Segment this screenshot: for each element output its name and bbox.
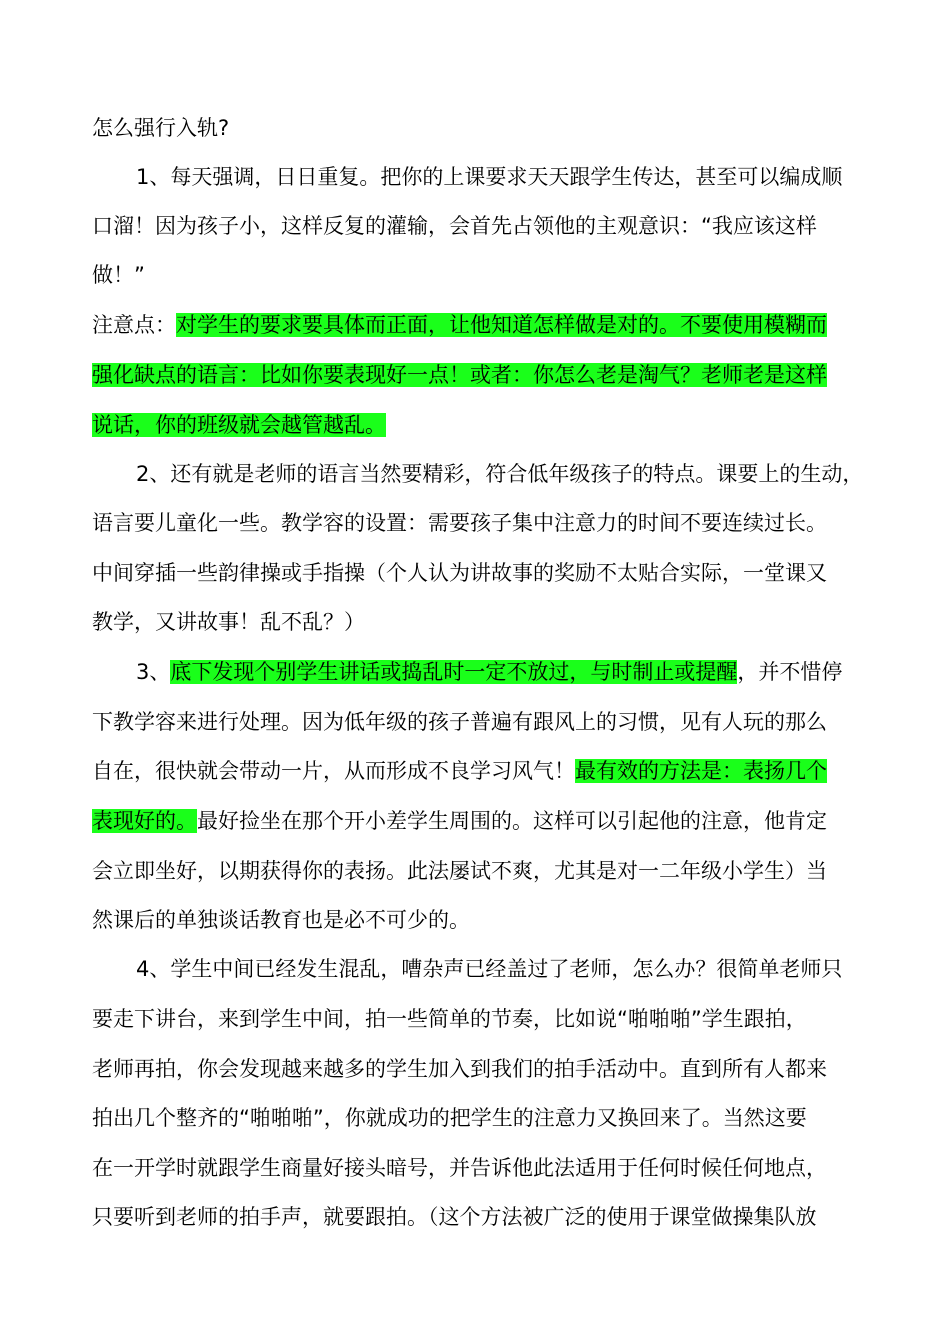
text-line: [92, 255, 145, 295]
text-run: 语言要儿童化一些。教学容的设置：需要孩子集中注意力的时间不要连续过长。: [92, 511, 827, 535]
text-run: 2、还有就是老师的语言当然要精彩，符合低年级孩子的特点。课要上的生动，: [136, 462, 864, 486]
text-line: [136, 949, 842, 989]
text-run: 下教学容来进行处理。因为低年级的孩子普遍有跟风上的习惯，见有人玩的那么: [92, 710, 827, 734]
text-line: [92, 1049, 827, 1089]
text-line: [92, 553, 827, 593]
text-run: 注意点：: [92, 313, 176, 337]
highlighted-text: 说话，你的班级就会越管越乱。: [92, 413, 386, 437]
text-line: [92, 503, 827, 543]
text-run: 3、: [136, 660, 171, 684]
text-line: [92, 108, 229, 148]
highlighted-text: 对学生的要求要具体而正面，让他知道怎样做是对的。不要使用模糊而: [176, 313, 827, 337]
text-line: [136, 157, 842, 197]
text-run: 最好捡坐在那个开小差学生周围的。这样可以引起他的注意，他肯定: [197, 809, 827, 833]
text-line: [92, 305, 827, 345]
text-run: 口溜！因为孩子小，这样反复的灌输，会首先占领他的主观意识：“我应该这样: [92, 214, 817, 238]
text-run: 做！”: [92, 263, 145, 287]
text-line: [92, 1098, 807, 1138]
highlighted-text: 底下发现个别学生讲话或捣乱时一定不放过，与时制止或提醒: [170, 660, 738, 684]
text-line: [92, 1197, 817, 1237]
text-run: 教学，又讲故事！乱不乱？）: [92, 610, 365, 634]
text-line: [136, 652, 842, 692]
text-run: 自在，很快就会带动一片，从而形成不良学习风气！: [92, 759, 575, 783]
text-run: 4、学生中间已经发生混乱，嘈杂声已经盖过了老师，怎么办？很简单老师只: [136, 957, 843, 981]
text-run: 在一开学时就跟学生商量好接头暗号，并告诉他此法适用于任何时候任何地点，: [92, 1156, 827, 1180]
highlighted-text: 最有效的方法是：表扬几个: [575, 759, 827, 783]
text-line: [136, 454, 863, 494]
text-run: 老师再拍，你会发现越来越多的学生加入到我们的拍手活动中。直到所有人都来: [92, 1057, 827, 1081]
text-line: [92, 1148, 827, 1188]
text-line: [92, 801, 827, 841]
text-run: ，并不惜停: [737, 660, 843, 684]
text-line: [92, 602, 365, 642]
highlighted-text: 强化缺点的语言：比如你要表现好一点！或者：你怎么老是淘气？老师老是这样: [92, 363, 827, 387]
text-run: 1、每天强调，日日重复。把你的上课要求天天跟学生传达，甚至可以编成顺: [136, 165, 843, 189]
text-run: 中间穿插一些韵律操或手指操（个人认为讲故事的奖励不太贴合实际，一堂课又: [92, 561, 827, 585]
text-run: 要走下讲台，来到学生中间，拍一些简单的节奏，比如说“啪啪啪”学生跟拍，: [92, 1007, 807, 1031]
highlighted-text: 表现好的。: [92, 809, 197, 833]
text-line: [92, 206, 817, 246]
text-run: 只要听到老师的拍手声，就要跟拍。（这个方法被广泛的使用于课堂做操集队放: [92, 1205, 817, 1229]
text-line: [92, 900, 470, 940]
text-line: [92, 405, 386, 445]
text-line: [92, 851, 827, 891]
text-line: [92, 355, 827, 395]
text-run: 怎么强行入轨?: [92, 116, 230, 140]
text-line: [92, 702, 827, 742]
text-line: [92, 751, 827, 791]
text-run: 会立即坐好，以期获得你的表扬。此法屡试不爽，尤其是对一二年级小学生）当: [92, 859, 827, 883]
text-run: 拍出几个整齐的“啪啪啪”，你就成功的把学生的注意力又换回来了。当然这要: [92, 1106, 807, 1130]
text-run: 然课后的单独谈话教育也是必不可少的。: [92, 908, 470, 932]
text-line: [92, 999, 807, 1039]
